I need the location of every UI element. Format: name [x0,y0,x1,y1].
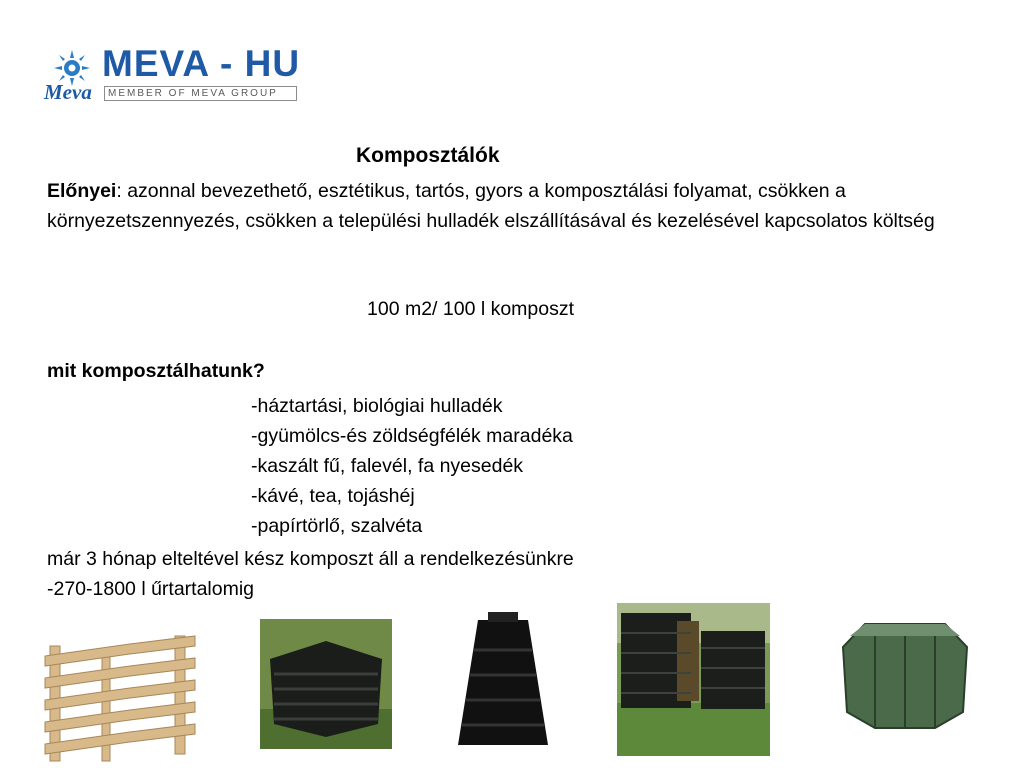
ratio-line: 100 m2/ 100 l komposzt [367,298,575,320]
logo-tagline: MEMBER OF MEVA GROUP [104,86,297,101]
advantages-label: Előnyei [47,180,117,202]
advantages-text: : azonnal bevezethető, esztétikus, tartós, gyors a komposztálási folyamat, csökken a környezetszennyezés, csökken a települési hulladék elszállításával és kezelésével kapcsolatos költség [47,180,935,232]
compostable-list [251,391,573,541]
ready-line: már 3 hónap elteltével kész komposzt áll a rendelkezésünkre [47,548,574,570]
list-item: -papírtörlő, szalvéta [251,515,423,537]
list-item: -háztartási, biológiai hulladék [251,395,503,417]
wooden-composter-image [40,616,200,764]
list-item: -kávé, tea, tojáshéj [251,485,415,507]
list-item: -gyümölcs-és zöldségfélék maradéka [251,425,573,447]
capacity-line: -270-1800 l űrtartalomig [47,578,255,600]
logo-wordmark: MEVA - HU [102,43,301,84]
black-pyramid-composter-image [448,610,558,760]
black-slat-composter-image [260,619,392,749]
advantages-paragraph [47,176,947,236]
closing-lines [47,544,574,604]
garden-composters-image [617,603,770,756]
meva-hu-logo [44,44,300,104]
green-octagon-composter-image [835,612,975,732]
question-heading: mit komposztálhatunk? [47,360,265,382]
logo-script: Meva [44,80,92,104]
page-title: Komposztálók [356,144,500,167]
list-item: -kaszált fű, falevél, fa nyesedék [251,455,524,477]
